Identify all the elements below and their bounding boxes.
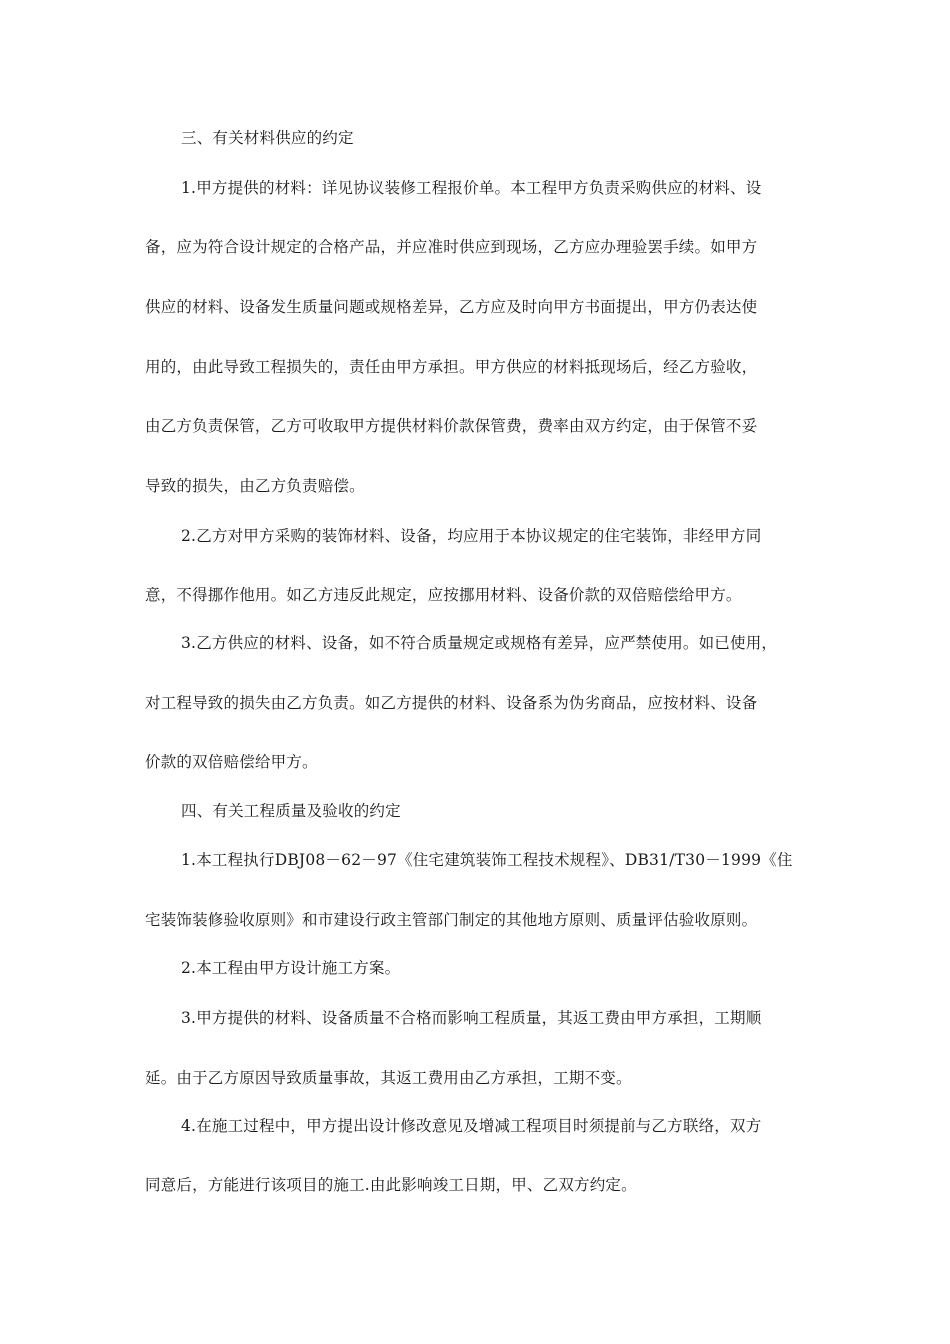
paragraph-line: 3.乙方供应的材料、设备，如不符合质量规定或规格有差异，应严禁使用。如已使用，: [181, 634, 778, 652]
paragraph-line: 延。由于乙方原因导致质量事故，其返工费用由乙方承担，工期不变。: [145, 1069, 632, 1087]
paragraph-line: 4.在施工过程中，甲方提出设计修改意见及增减工程项目时须提前与乙方联络，双方: [181, 1117, 762, 1135]
paragraph-line: 备，应为符合设计规定的合格产品，并应准时供应到现场，乙方应办理验罢手续。如甲方: [145, 238, 758, 256]
paragraph-line: 2.本工程由甲方设计施工方案。: [181, 959, 401, 977]
paragraph-line: 对工程导致的损失由乙方负责。如乙方提供的材料、设备系为伪劣商品，应按材料、设备: [145, 694, 758, 712]
paragraph-line: 由乙方负责保管，乙方可收取甲方提供材料价款保管费，费率由双方约定，由于保管不妥: [145, 417, 758, 435]
paragraph-line: 同意后，方能进行该项目的施工.由此影响竣工日期，甲、乙双方约定。: [145, 1176, 637, 1194]
paragraph-line: 导致的损失，由乙方负责赔偿。: [145, 477, 365, 495]
section-heading-4: 四、有关工程质量及验收的约定: [181, 802, 401, 820]
paragraph-line: 2.乙方对甲方采购的装饰材料、设备，均应用于本协议规定的住宅装饰，非经甲方同: [181, 527, 762, 545]
paragraph-line: 1.甲方提供的材料：详见协议装修工程报价单。本工程甲方负责采购供应的材料、设: [181, 179, 762, 197]
paragraph-line: 3.甲方提供的材料、设备质量不合格而影响工程质量，其返工费由甲方承担，工期顺: [181, 1009, 762, 1027]
section-heading-3: 三、有关材料供应的约定: [181, 129, 354, 147]
paragraph-line: 意，不得挪作他用。如乙方违反此规定，应按挪用材料、设备价款的双倍赔偿给甲方。: [145, 586, 742, 604]
paragraph-line: 供应的材料、设备发生质量问题或规格差异，乙方应及时向甲方书面提出，甲方仍表达使: [145, 298, 758, 316]
paragraph-line: 1.本工程执行DBJ08－62－97《住宅建筑装饰工程技术规程》、DB31/T30－1999《住: [181, 851, 793, 869]
paragraph-line: 宅装饰装修验收原则》和市建设行政主管部门制定的其他地方原则、质量评估验收原则。: [145, 911, 758, 929]
paragraph-line: 价款的双倍赔偿给甲方。: [145, 753, 318, 771]
paragraph-line: 用的，由此导致工程损失的，责任由甲方承担。甲方供应的材料抵现场后，经乙方验收，: [145, 358, 758, 376]
